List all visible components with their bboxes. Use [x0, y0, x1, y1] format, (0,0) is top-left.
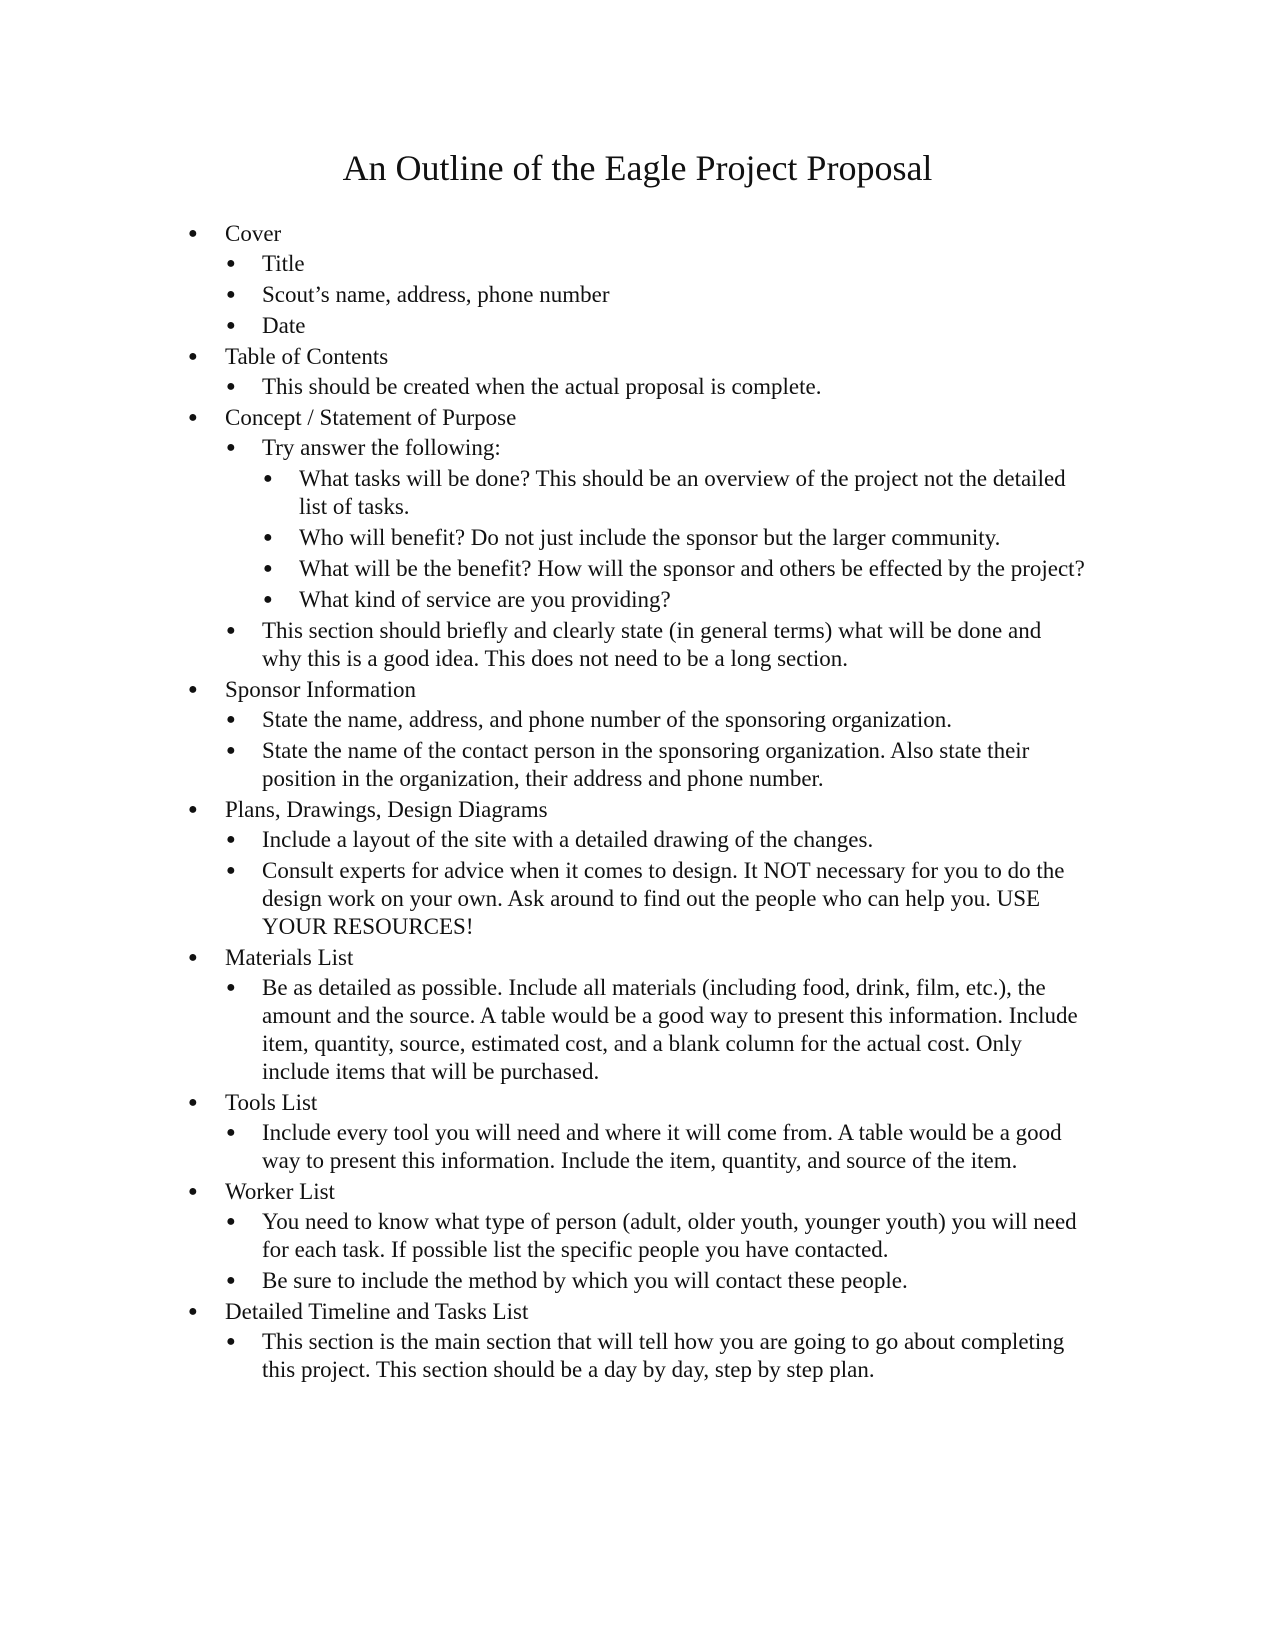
section-item — [225, 1267, 1085, 1295]
section-item — [225, 1119, 1085, 1175]
subitem — [262, 555, 1085, 583]
section-item-text: Date — [262, 313, 306, 338]
bullet-icon: ● — [226, 378, 236, 395]
outline-section — [0, 220, 1085, 340]
section-item-text: Consult experts for advice when it comes to design. It NOT necessary for you to do the design work on your own. Ask around to find out the people who can help you. USE YOUR RESOURCES! — [262, 858, 1065, 939]
bullet-icon: ● — [188, 1183, 198, 1200]
section-items — [225, 434, 1085, 673]
outline — [0, 220, 1275, 1387]
section-heading: Detailed Timeline and Tasks List — [225, 1299, 529, 1324]
page-title: An Outline of the Eagle Project Proposal — [342, 148, 933, 188]
bullet-icon: ● — [188, 348, 198, 365]
outline-list — [0, 220, 1275, 1384]
section-item — [225, 312, 1085, 340]
bullet-icon: ● — [263, 591, 273, 608]
section-item — [225, 373, 1085, 401]
bullet-icon: ● — [188, 225, 198, 242]
bullet-icon: ● — [226, 1272, 236, 1289]
outline-section — [0, 796, 1085, 941]
section-item-text: This should be created when the actual proposal is complete. — [262, 374, 822, 399]
bullet-icon: ● — [226, 622, 236, 639]
bullet-icon: ● — [263, 529, 273, 546]
section-item — [225, 281, 1085, 309]
section-item-text: Be sure to include the method by which you will contact these people. — [262, 1268, 908, 1293]
section-heading: Sponsor Information — [225, 677, 417, 702]
subitem — [262, 586, 1085, 614]
section-items — [225, 974, 1085, 1086]
section-items — [225, 706, 1085, 793]
section-heading: Materials List — [225, 945, 354, 970]
section-item-text: State the name, address, and phone number of the sponsoring organization. — [262, 707, 953, 732]
section-item — [225, 250, 1085, 278]
outline-section — [0, 343, 1085, 401]
section-items — [225, 1328, 1085, 1384]
section-item-text: Include a layout of the site with a detailed drawing of the changes. — [262, 827, 874, 852]
subitem-text: What will be the benefit? How will the sponsor and others be effected by the project? — [299, 556, 1085, 581]
subitem-text: What tasks will be done? This should be an overview of the project not the detailed list of tasks. — [299, 466, 1066, 519]
outline-section — [0, 1089, 1085, 1175]
bullet-icon: ● — [226, 979, 236, 996]
section-item — [225, 857, 1085, 941]
bullet-icon: ● — [188, 409, 198, 426]
bullet-icon: ● — [226, 862, 236, 879]
bullet-icon: ● — [226, 742, 236, 759]
section-items — [225, 373, 1085, 401]
bullet-icon: ● — [263, 560, 273, 577]
section-item — [225, 1208, 1085, 1264]
outline-section — [0, 676, 1085, 793]
subitem-text: Who will benefit? Do not just include the sponsor but the larger community. — [299, 525, 1001, 550]
section-items — [225, 826, 1085, 941]
section-items — [225, 1119, 1085, 1175]
section-item-text: You need to know what type of person (adult, older youth, younger youth) you will need for each task. If possible list the specific people you have contacted. — [262, 1209, 1077, 1262]
bullet-icon: ● — [226, 317, 236, 334]
section-item — [225, 706, 1085, 734]
subitems — [262, 465, 1085, 614]
section-item-text: Title — [262, 251, 305, 276]
section-heading: Table of Contents — [225, 344, 389, 369]
section-item-text: Scout’s name, address, phone number — [262, 282, 610, 307]
section-heading: Tools List — [225, 1090, 318, 1115]
section-heading: Cover — [225, 221, 282, 246]
outline-section — [0, 944, 1085, 1086]
section-item — [225, 974, 1085, 1086]
outline-section — [0, 1178, 1085, 1295]
bullet-icon: ● — [188, 1094, 198, 1111]
bullet-icon: ● — [226, 255, 236, 272]
section-heading: Worker List — [225, 1179, 335, 1204]
bullet-icon: ● — [188, 801, 198, 818]
section-items — [225, 1208, 1085, 1295]
bullet-icon: ● — [226, 1213, 236, 1230]
section-item-text: State the name of the contact person in the sponsoring organization. Also state their position in the organization, their address and phone number. — [262, 738, 1030, 791]
section-item-text: This section is the main section that will tell how you are going to go about completing this project. This section should be a day by day, step by step plan. — [262, 1329, 1065, 1382]
subitem-text: What kind of service are you providing? — [299, 587, 671, 612]
outline-section — [0, 404, 1085, 673]
section-item-text: This section should briefly and clearly state (in general terms) what will be done and why this is a good idea. This does not need to be a long section. — [262, 618, 1042, 671]
section-item-text: Be as detailed as possible. Include all materials (including food, drink, film, etc.), the amount and the source. A table would be a good way to present this information. Include item, quantity, source, estimated cost, and a blank column for the actual cost. Only include items that will be purchased. — [262, 975, 1078, 1084]
bullet-icon: ● — [263, 470, 273, 487]
bullet-icon: ● — [226, 439, 236, 456]
section-item — [225, 737, 1085, 793]
section-heading: Plans, Drawings, Design Diagrams — [225, 797, 548, 822]
bullet-icon: ● — [188, 949, 198, 966]
outline-section — [0, 1298, 1085, 1384]
bullet-icon: ● — [226, 286, 236, 303]
subitem — [262, 465, 1085, 521]
section-item — [225, 617, 1085, 673]
section-heading: Concept / Statement of Purpose — [225, 405, 517, 430]
bullet-icon: ● — [226, 1124, 236, 1141]
section-items — [225, 250, 1085, 340]
bullet-icon: ● — [226, 831, 236, 848]
bullet-icon: ● — [226, 711, 236, 728]
section-item-text: Try answer the following: — [262, 435, 501, 460]
bullet-icon: ● — [226, 1333, 236, 1350]
subitem — [262, 524, 1085, 552]
section-item-text: Include every tool you will need and where it will come from. A table would be a good way to present this information. Include the item, quantity, and source of the item. — [262, 1120, 1062, 1173]
bullet-icon: ● — [188, 681, 198, 698]
bullet-icon: ● — [188, 1303, 198, 1320]
section-item — [225, 826, 1085, 854]
section-item — [225, 434, 1085, 614]
section-item — [225, 1328, 1085, 1384]
